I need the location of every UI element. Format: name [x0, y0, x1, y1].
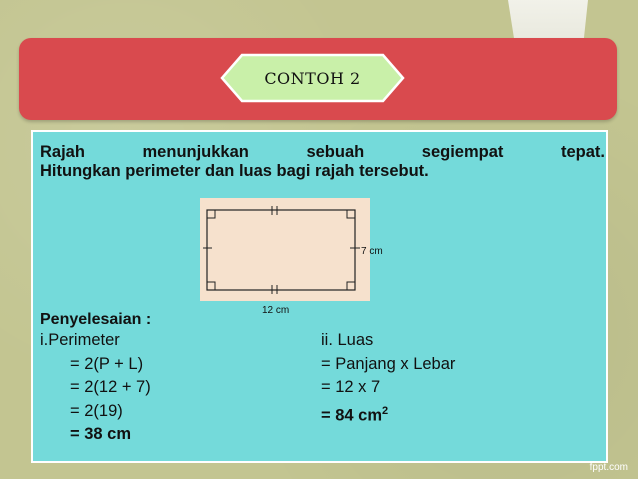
perimeter-step: = 2(12 + 7) — [70, 378, 151, 396]
problem-line-2: Hitungkan perimeter dan luas bagi rajah tersebut. — [40, 162, 429, 180]
perimeter-answer: = 38 cm — [70, 425, 132, 443]
area-answer — [321, 400, 455, 428]
problem-line-1: Rajah menunjukkan sebuah segiempat tepat. — [40, 143, 605, 161]
slide-title: CONTOH 2 — [264, 68, 361, 88]
perimeter-step: = 2(19) — [70, 401, 123, 420]
area-answer-exponent: 2 — [382, 404, 389, 417]
perimeter-column — [40, 329, 151, 447]
area-step: = Panjang x Lebar — [321, 354, 456, 373]
area-title: ii. Luas — [321, 331, 374, 349]
title-hexagon — [220, 53, 405, 103]
area-step: = 12 x 7 — [321, 378, 381, 396]
height-label: 7 cm — [361, 246, 383, 257]
area-answer-value: = 84 cm — [321, 406, 383, 424]
problem-statement — [40, 143, 605, 181]
width-label: 12 cm — [262, 305, 290, 316]
perimeter-step: = 2(P + L) — [70, 354, 144, 373]
solution-heading: Penyelesaian : — [40, 311, 152, 328]
area-column — [321, 329, 455, 428]
rectangle-figure — [200, 198, 370, 301]
perimeter-title: i.Perimeter — [40, 331, 120, 349]
brand-watermark: fppt.com — [589, 462, 628, 473]
